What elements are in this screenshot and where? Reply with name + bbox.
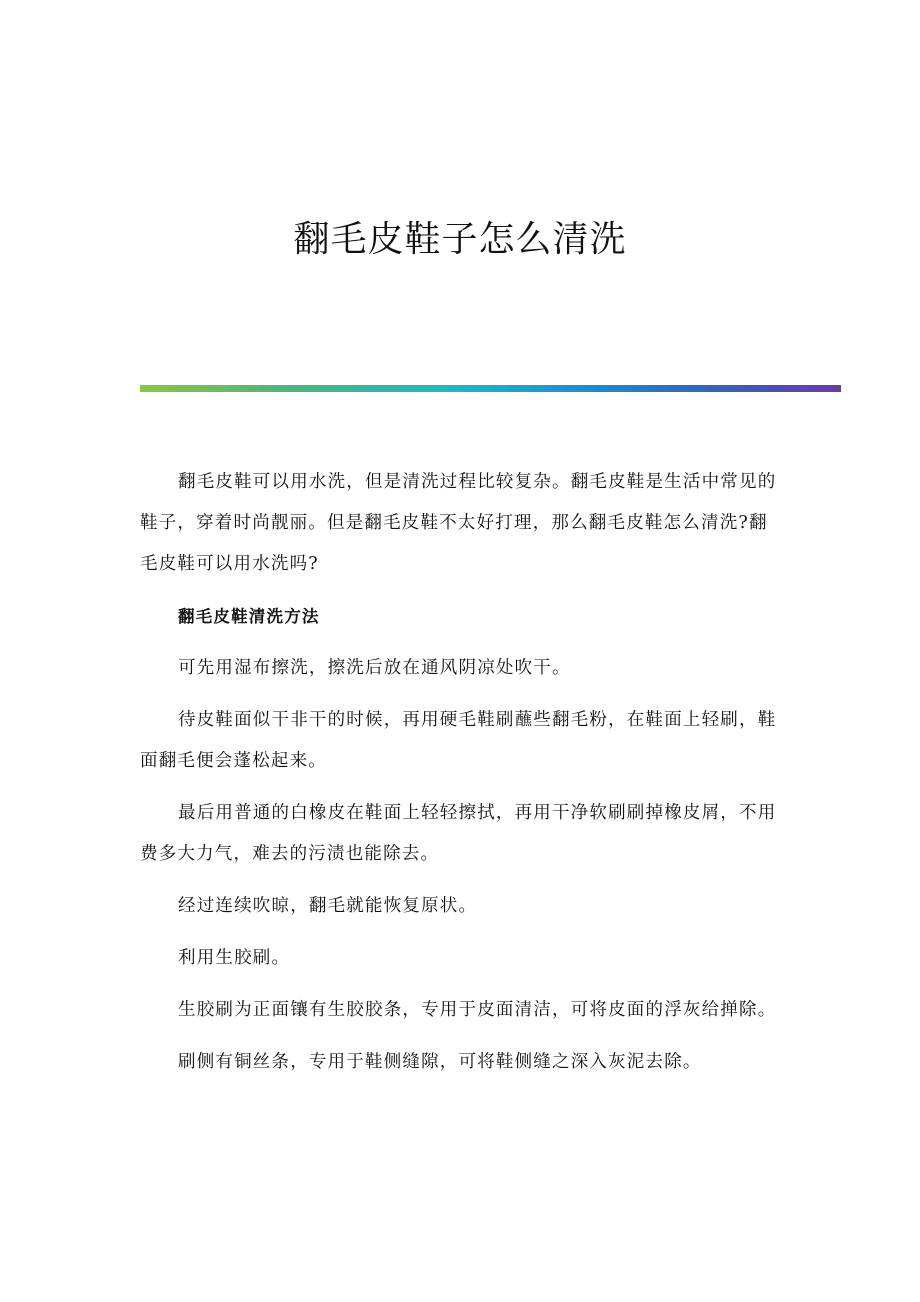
paragraph: 经过连续吹晾，翻毛就能恢复原状。	[178, 896, 478, 916]
page-title: 翻毛皮鞋子怎么清洗	[293, 219, 627, 260]
section-heading: 翻毛皮鞋清洗方法	[178, 607, 320, 626]
paragraph: 可先用湿布擦洗，擦洗后放在通风阴凉处吹干。	[178, 658, 571, 678]
paragraph: 生胶刷为正面镶有生胶胶条，专用于皮面清洁，可将皮面的浮灰给掸除。	[178, 1000, 777, 1020]
paragraph: 待皮鞋面似干非干的时候，再用硬毛鞋刷蘸些翻毛粉，在鞋面上轻刷，鞋面翻毛便会蓬松起来。	[140, 710, 777, 771]
paragraph: 最后用普通的白橡皮在鞋面上轻轻擦拭，再用干净软刷刷掉橡皮屑，不用费多大力气，难去的污渍也能除去。	[140, 803, 777, 864]
paragraph: 刷侧有铜丝条，专用于鞋侧缝隙，可将鞋侧缝之深入灰泥去除。	[178, 1052, 702, 1072]
paragraph: 利用生胶刷。	[178, 948, 291, 968]
document-body	[140, 462, 785, 1094]
title-divider	[140, 385, 841, 392]
intro-paragraph: 翻毛皮鞋可以用水洗，但是清洗过程比较复杂。翻毛皮鞋是生活中常见的鞋子，穿着时尚靓丽。但是翻毛皮鞋不太好打理，那么翻毛皮鞋怎么清洗?翻毛皮鞋可以用水洗吗?	[140, 472, 777, 574]
